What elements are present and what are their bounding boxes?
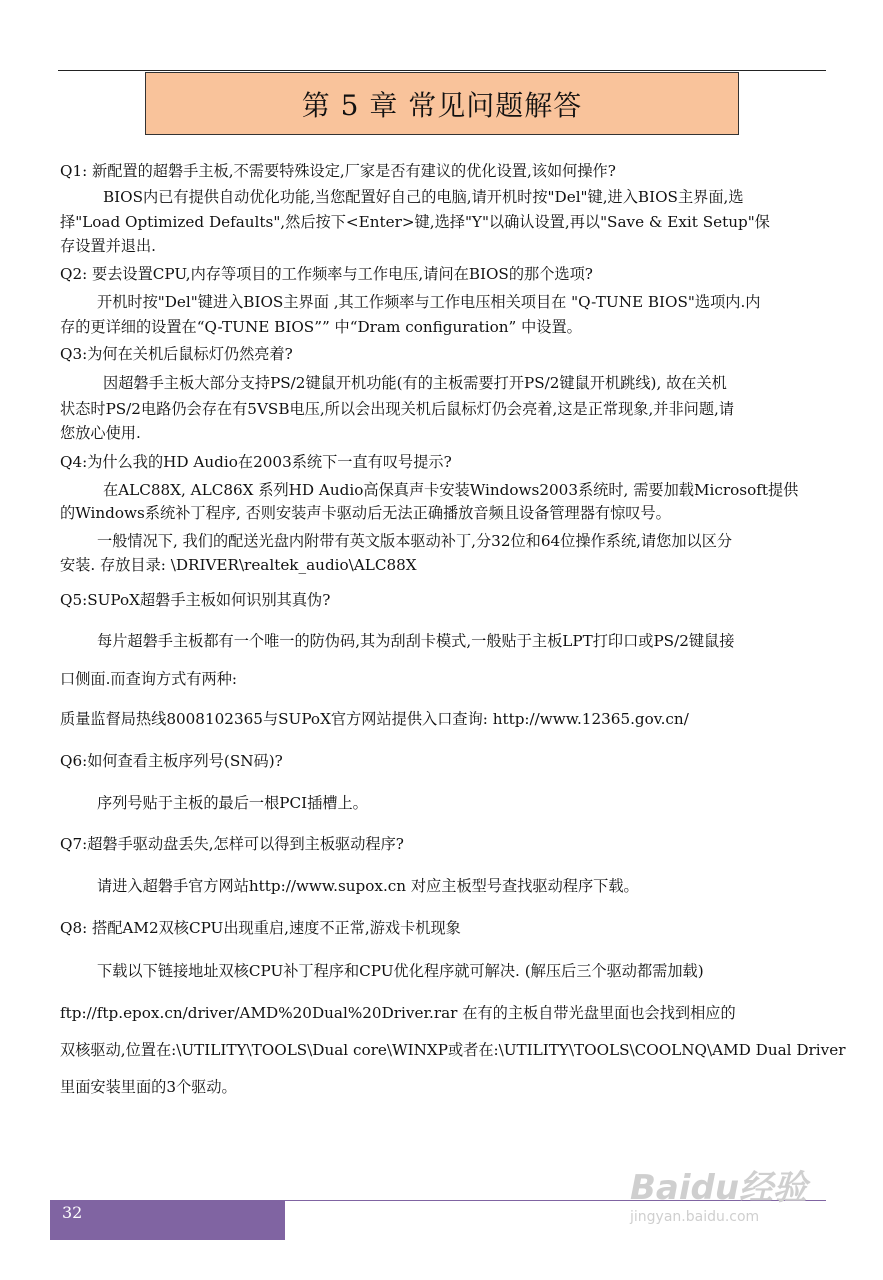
- answer-5-line: 口侧面.而查询方式有两种:: [60, 670, 238, 688]
- question-1: Q1: 新配置的超磐手主板,不需要特殊设定,厂家是否有建议的优化设置,该如何操作?: [60, 162, 616, 180]
- answer-1-line: BIOS内已有提供自动优化功能,当您配置好自己的电脑,请开机时按"Del"键,进入BIOS主界面,选: [103, 188, 744, 206]
- chapter-title: 第 5 章 常见问题解答: [145, 72, 739, 135]
- answer-3-line: 您放心使用.: [60, 424, 141, 442]
- watermark-brand: Baidu经验: [630, 1168, 808, 1208]
- answer-3-line: 因超磐手主板大部分支持PS/2键鼠开机功能(有的主板需要打开PS/2键鼠开机跳线), 故在关机: [103, 374, 727, 392]
- question-2: Q2: 要去设置CPU,内存等项目的工作频率与工作电压,请问在BIOS的那个选项?: [60, 265, 593, 283]
- answer-4-line: 在ALC88X, ALC86X 系列HD Audio高保真声卡安装Windows2003系统时, 需要加载Microsoft提供: [103, 481, 799, 499]
- question-6: Q6:如何查看主板序列号(SN码)?: [60, 752, 283, 770]
- answer-8-line: 里面安装里面的3个驱动。: [60, 1078, 237, 1096]
- baidu-watermark: [630, 1160, 807, 1225]
- footer-bar: [50, 1200, 285, 1240]
- answer-1-line: 择"Load Optimized Defaults",然后按下<Enter>键,选择"Y"以确认设置,再以"Save & Exit Setup"保: [60, 213, 770, 231]
- header-rule: [58, 70, 826, 71]
- answer-2-line: 存的更详细的设置在“Q-TUNE BIOS”” 中“Dram configuration” 中设置。: [60, 318, 582, 336]
- answer-8-line: ftp://ftp.epox.cn/driver/AMD%20Dual%20Driver.rar 在有的主板自带光盘里面也会找到相应的: [60, 1004, 736, 1022]
- answer-4-line: 一般情况下, 我们的配送光盘内附带有英文版本驱动补丁,分32位和64位操作系统,请您加以区分: [97, 532, 733, 550]
- answer-8-line: 下载以下链接地址双核CPU补丁程序和CPU优化程序就可解决. (解压后三个驱动都需加载): [97, 962, 704, 980]
- answer-6-line: 序列号贴于主板的最后一根PCI插槽上。: [97, 794, 368, 812]
- page-number: 32: [62, 1203, 83, 1222]
- answer-4-line: 的Windows系统补丁程序, 否则安装声卡驱动后无法正确播放音频且设备管理器有惊叹号。: [60, 504, 671, 522]
- watermark-url: jingyan.baidu.com: [630, 1209, 760, 1225]
- question-7: Q7:超磐手驱动盘丢失,怎样可以得到主板驱动程序?: [60, 835, 404, 853]
- answer-2-line: 开机时按"Del"键进入BIOS主界面 ,其工作频率与工作电压相关项目在 "Q-TUNE BIOS"选项内.内: [97, 293, 761, 311]
- answer-1-line: 存设置并退出.: [60, 237, 156, 255]
- question-4: Q4:为什么我的HD Audio在2003系统下一直有叹号提示?: [60, 453, 452, 471]
- question-5: Q5:SUPoX超磐手主板如何识别其真伪?: [60, 591, 331, 609]
- question-3: Q3:为何在关机后鼠标灯仍然亮着?: [60, 345, 293, 363]
- answer-3-line: 状态时PS/2电路仍会存在有5VSB电压,所以会出现关机后鼠标灯仍会亮着,这是正常现象,并非问题,请: [60, 400, 735, 418]
- answer-8-line: 双核驱动,位置在:\UTILITY\TOOLS\Dual core\WINXP或者在:\UTILITY\TOOLS\COOLNQ\AMD Dual Driver: [60, 1041, 846, 1059]
- answer-4-line: 安装. 存放目录: \DRIVER\realtek_audio\ALC88X: [60, 556, 417, 574]
- answer-5-line: 质量监督局热线8008102365与SUPoX官方网站提供入口查询: http://www.12365.gov.cn/: [60, 710, 689, 728]
- answer-7-line: 请进入超磐手官方网站http://www.supox.cn 对应主板型号查找驱动程序下载。: [97, 877, 639, 895]
- answer-5-line: 每片超磐手主板都有一个唯一的防伪码,其为刮刮卡模式,一般贴于主板LPT打印口或PS/2键鼠接: [97, 632, 735, 650]
- question-8: Q8: 搭配AM2双核CPU出现重启,速度不正常,游戏卡机现象: [60, 919, 461, 937]
